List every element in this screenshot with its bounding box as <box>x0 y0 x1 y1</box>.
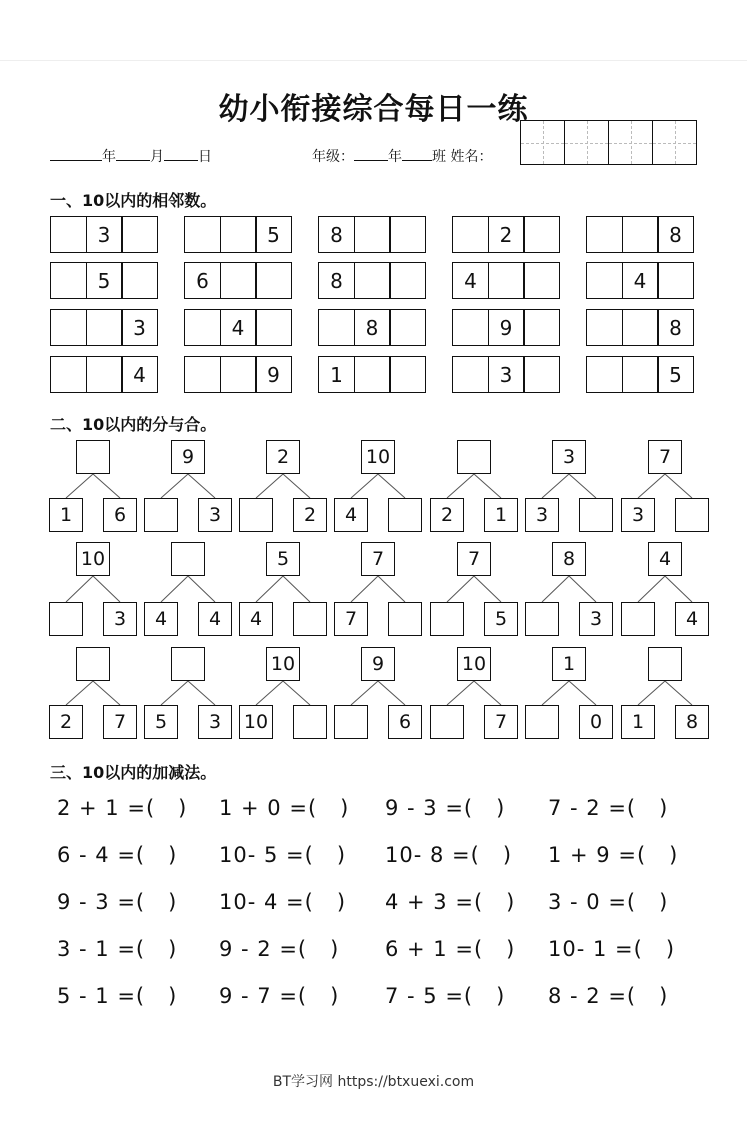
decomposition-top-box: 3 <box>552 440 586 474</box>
equation[interactable]: 9 - 7 =( ) <box>219 984 340 1008</box>
decomposition-top-box: 10 <box>361 440 395 474</box>
decomposition-top-box[interactable] <box>171 647 205 681</box>
decomposition-right-box: 4 <box>675 602 709 636</box>
equation[interactable]: 10- 1 =( ) <box>548 937 676 961</box>
decomposition-branch-line <box>569 474 596 498</box>
decomposition-top-box[interactable] <box>76 647 110 681</box>
decomposition-branch-line <box>283 576 310 602</box>
decomposition-right-box: 3 <box>579 602 613 636</box>
neighbor-cell: 9 <box>255 356 292 393</box>
equation[interactable]: 3 - 1 =( ) <box>57 937 178 961</box>
neighbor-cell: 3 <box>86 216 123 253</box>
decomposition-branch-line <box>378 576 405 602</box>
decomposition-right-box: 3 <box>198 705 232 739</box>
decomposition-branch-line <box>665 576 692 602</box>
decomposition-top-box: 7 <box>361 542 395 576</box>
decomposition-branch-line <box>474 681 501 705</box>
neighbor-cell: 3 <box>121 309 158 346</box>
decomposition-left-box[interactable] <box>144 498 178 532</box>
equation[interactable]: 7 - 5 =( ) <box>385 984 506 1008</box>
decomposition-branch-line <box>256 681 283 705</box>
decomposition-top-box[interactable] <box>648 647 682 681</box>
section-neighbors-title: 一、10以内的相邻数。 <box>50 191 217 210</box>
decomposition-top-box: 9 <box>361 647 395 681</box>
decomposition-branch-line <box>638 474 665 498</box>
equation[interactable]: 9 - 3 =( ) <box>57 890 178 914</box>
class-name-label: 班 姓名： <box>432 149 493 165</box>
neighbor-cell: 8 <box>354 309 391 346</box>
neighbor-cell: 1 <box>318 356 355 393</box>
decomposition-branch-line <box>474 474 501 498</box>
decomposition-left-box[interactable] <box>49 602 83 636</box>
decomposition-branch-line <box>665 474 692 498</box>
decomposition-right-box[interactable] <box>293 602 327 636</box>
decomposition-left-box: 4 <box>239 602 273 636</box>
decomposition-right-box: 3 <box>103 602 137 636</box>
decomposition-branch-line <box>283 681 310 705</box>
decomposition-left-box[interactable] <box>621 602 655 636</box>
neighbor-cell: 8 <box>318 262 355 299</box>
decomposition-branch-line <box>665 681 692 705</box>
equation[interactable]: 6 - 4 =( ) <box>57 843 178 867</box>
decomposition-top-box: 7 <box>648 440 682 474</box>
decomposition-left-box[interactable] <box>430 602 464 636</box>
decomposition-right-box: 5 <box>484 602 518 636</box>
decomposition-top-box: 4 <box>648 542 682 576</box>
decomposition-branch-line <box>474 576 501 602</box>
decomposition-branch-line <box>638 681 665 705</box>
decomposition-top-box[interactable] <box>171 542 205 576</box>
equation[interactable]: 10- 8 =( ) <box>385 843 513 867</box>
decomposition-left-box[interactable] <box>525 602 559 636</box>
equation[interactable]: 9 - 2 =( ) <box>219 937 340 961</box>
decomposition-branch-line <box>447 576 474 602</box>
decomposition-top-box[interactable] <box>76 440 110 474</box>
decomposition-branch-line <box>66 576 93 602</box>
decomposition-branch-line <box>256 576 283 602</box>
decomposition-left-box: 7 <box>334 602 368 636</box>
decomposition-branch-line <box>188 576 215 602</box>
decomposition-branch-line <box>378 681 405 705</box>
neighbor-cell: 2 <box>488 216 525 253</box>
decomposition-branch-line <box>161 681 188 705</box>
decomposition-right-box: 7 <box>484 705 518 739</box>
decomposition-branch-line <box>638 576 665 602</box>
decomposition-top-box: 5 <box>266 542 300 576</box>
section-decomposition-title: 二、10以内的分与合。 <box>50 415 217 434</box>
decomposition-left-box[interactable] <box>430 705 464 739</box>
neighbor-cell: 8 <box>657 216 694 253</box>
decomposition-branch-line <box>542 681 569 705</box>
equation[interactable]: 3 - 0 =( ) <box>548 890 669 914</box>
decomposition-right-box[interactable] <box>388 602 422 636</box>
section-arithmetic-title: 三、10以内的加减法。 <box>50 763 217 782</box>
equation[interactable]: 6 + 1 =( ) <box>385 937 516 961</box>
neighbor-cell: 4 <box>121 356 158 393</box>
decomposition-right-box: 0 <box>579 705 613 739</box>
equation[interactable]: 8 - 2 =( ) <box>548 984 669 1008</box>
decomposition-left-box: 4 <box>144 602 178 636</box>
equation[interactable]: 9 - 3 =( ) <box>385 796 506 820</box>
neighbor-cell: 8 <box>657 309 694 346</box>
decomposition-left-box: 10 <box>239 705 273 739</box>
neighbor-cell: 4 <box>452 262 489 299</box>
neighbor-cell: 9 <box>488 309 525 346</box>
decomposition-branch-line <box>188 681 215 705</box>
decomposition-right-box: 7 <box>103 705 137 739</box>
decomposition-branch-line <box>93 681 120 705</box>
decomposition-left-box: 2 <box>430 498 464 532</box>
equation[interactable]: 1 + 9 =( ) <box>548 843 679 867</box>
neighbor-cell: 5 <box>255 216 292 253</box>
decomposition-top-box: 9 <box>171 440 205 474</box>
decomposition-left-box: 5 <box>144 705 178 739</box>
decomposition-branch-line <box>378 474 405 498</box>
decomposition-right-box: 6 <box>103 498 137 532</box>
decomposition-branch-line <box>569 576 596 602</box>
decomposition-right-box[interactable] <box>675 498 709 532</box>
day-label: 日 <box>198 149 212 165</box>
decomposition-top-box: 2 <box>266 440 300 474</box>
decomposition-branch-line <box>542 576 569 602</box>
neighbor-cell: 8 <box>318 216 355 253</box>
neighbor-cell: 4 <box>622 262 659 299</box>
decomposition-branch-line <box>93 474 120 498</box>
decomposition-branch-line <box>93 576 120 602</box>
decomposition-right-box: 4 <box>198 602 232 636</box>
decomposition-left-box: 1 <box>49 498 83 532</box>
grade-year-label: 年 <box>388 149 402 165</box>
neighbor-cell: 5 <box>86 262 123 299</box>
decomposition-top-box: 10 <box>457 647 491 681</box>
equation[interactable]: 4 + 3 =( ) <box>385 890 516 914</box>
footer-watermark: BT学习网 https://btxuexi.com <box>272 1074 475 1090</box>
decomposition-branch-line <box>161 474 188 498</box>
decomposition-top-box[interactable] <box>457 440 491 474</box>
equation[interactable]: 7 - 2 =( ) <box>548 796 669 820</box>
neighbor-cell: 6 <box>184 262 221 299</box>
equation[interactable]: 1 + 0 =( ) <box>219 796 350 820</box>
neighbor-cell: 4 <box>220 309 257 346</box>
decomposition-left-box[interactable] <box>239 498 273 532</box>
decomposition-branch-line <box>66 474 93 498</box>
decomposition-right-box[interactable] <box>579 498 613 532</box>
decomposition-branch-line <box>66 681 93 705</box>
neighbor-cell: 3 <box>488 356 525 393</box>
decomposition-branch-line <box>256 474 283 498</box>
decomposition-branch-line <box>542 474 569 498</box>
decomposition-branch-line <box>447 681 474 705</box>
grade-label: 年级： <box>312 149 354 165</box>
decomposition-left-box: 2 <box>49 705 83 739</box>
decomposition-right-box[interactable] <box>388 498 422 532</box>
decomposition-branch-line <box>283 474 310 498</box>
decomposition-branch-line <box>188 474 215 498</box>
decomposition-branch-line <box>351 474 378 498</box>
decomposition-left-box: 3 <box>621 498 655 532</box>
decomposition-left-box[interactable] <box>525 705 559 739</box>
decomposition-branch-line <box>161 576 188 602</box>
decomposition-left-box: 4 <box>334 498 368 532</box>
decomposition-top-box: 10 <box>76 542 110 576</box>
equation[interactable]: 10- 5 =( ) <box>219 843 347 867</box>
decomposition-top-box: 7 <box>457 542 491 576</box>
decomposition-top-box: 1 <box>552 647 586 681</box>
decomposition-left-box: 3 <box>525 498 559 532</box>
decomposition-right-box: 1 <box>484 498 518 532</box>
decomposition-top-box: 10 <box>266 647 300 681</box>
month-label: 月 <box>150 149 164 165</box>
equation[interactable]: 2 + 1 =( ) <box>57 796 188 820</box>
decomposition-right-box: 2 <box>293 498 327 532</box>
neighbor-cell: 5 <box>657 356 694 393</box>
decomposition-right-box[interactable] <box>293 705 327 739</box>
page-title: 幼小衔接综合每日一练 <box>218 92 529 127</box>
decomposition-branch-line <box>447 474 474 498</box>
decomposition-right-box: 6 <box>388 705 422 739</box>
year-label: 年 <box>102 149 116 165</box>
decomposition-right-box: 8 <box>675 705 709 739</box>
decomposition-top-box: 8 <box>552 542 586 576</box>
decomposition-branch-line <box>569 681 596 705</box>
decomposition-left-box: 1 <box>621 705 655 739</box>
equation[interactable]: 5 - 1 =( ) <box>57 984 178 1008</box>
equation[interactable]: 10- 4 =( ) <box>219 890 347 914</box>
decomposition-left-box[interactable] <box>334 705 368 739</box>
decomposition-branch-line <box>351 576 378 602</box>
decomposition-right-box: 3 <box>198 498 232 532</box>
decomposition-branch-line <box>351 681 378 705</box>
